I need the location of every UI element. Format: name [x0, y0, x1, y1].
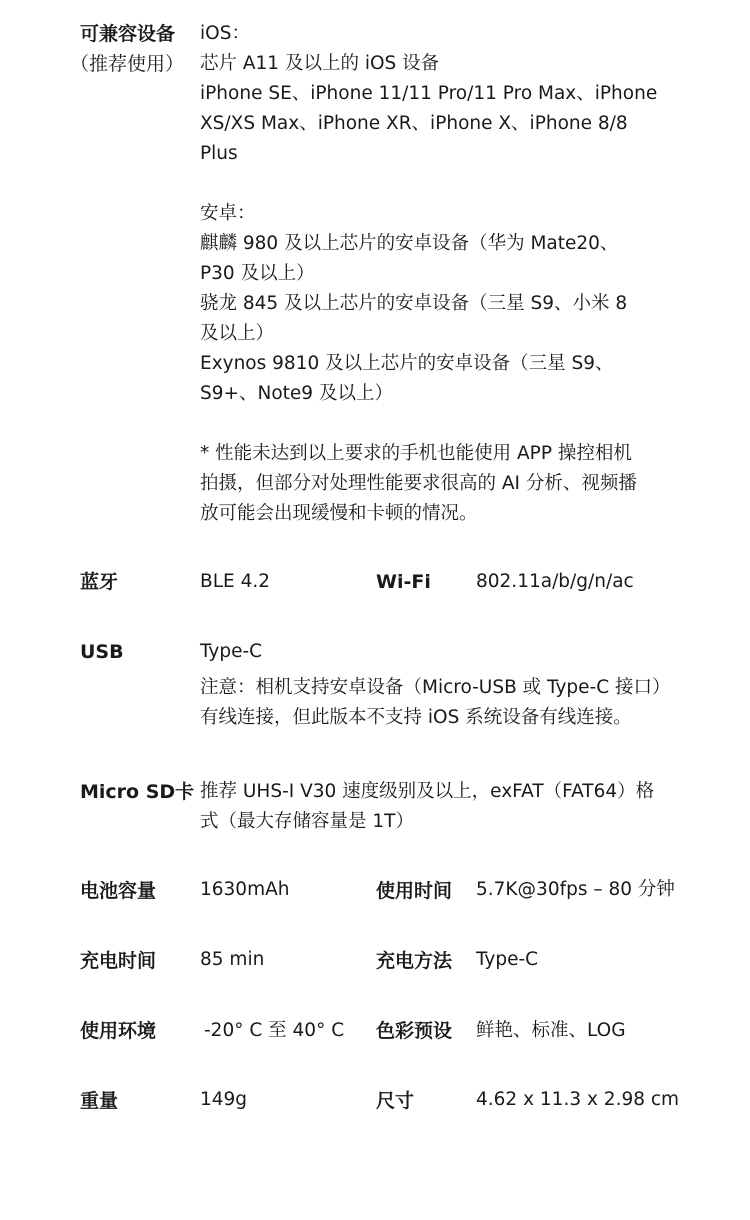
environment-value: -20° C 至 40° C	[204, 1020, 345, 1041]
compat-ios-line: Plus	[200, 143, 238, 164]
color-preset-value: 鲜艳、标准、LOG	[476, 1020, 626, 1041]
sd-label: Micro SD卡	[80, 781, 195, 803]
usb-note-line: 注意：相机支持安卓设备（Micro-USB 或 Type-C 接口）	[200, 677, 671, 698]
battery-label: 电池容量	[80, 880, 157, 902]
bluetooth-label: 蓝牙	[80, 571, 119, 593]
bluetooth-value: BLE 4.2	[200, 571, 270, 592]
size-value: 4.62 x 11.3 x 2.98 cm	[476, 1089, 680, 1110]
compat-label-main: 可兼容设备	[80, 23, 176, 45]
usb-value: Type-C	[200, 641, 263, 662]
color-preset-label: 色彩预设	[376, 1020, 453, 1042]
environment-label: 使用环境	[80, 1020, 157, 1042]
sd-value-line: 推荐 UHS-I V30 速度级别及以上，exFAT（FAT64）格	[200, 781, 655, 802]
wifi-value: 802.11a/b/g/n/ac	[476, 571, 634, 592]
battery-value: 1630mAh	[200, 879, 290, 900]
weight-value: 149g	[200, 1089, 248, 1110]
usb-note-line: 有线连接，但此版本不支持 iOS 系统设备有线连接。	[200, 707, 632, 728]
usb-note-block	[200, 673, 671, 733]
charge-method-label: 充电方法	[376, 950, 453, 972]
compat-note-line: * 性能未达到以上要求的手机也能使用 APP 操控相机	[200, 443, 632, 464]
charge-time-value: 85 min	[200, 949, 265, 970]
compat-ios-line: iPhone SE、iPhone 11/11 Pro/11 Pro Max、iPhone	[200, 83, 658, 104]
runtime-value: 5.7K@30fps – 80 分钟	[476, 879, 675, 900]
charge-method-value: Type-C	[476, 949, 539, 970]
charge-time-label: 充电时间	[80, 950, 157, 972]
compat-android-line: S9+、Note9 及以上）	[200, 383, 393, 404]
compat-note-block	[200, 439, 637, 529]
sd-value-block	[200, 777, 654, 837]
compat-android-line: 骁龙 845 及以上芯片的安卓设备（三星 S9、小米 8	[200, 293, 628, 314]
compat-android-line: P30 及以上）	[200, 263, 315, 284]
compat-android-line: 安卓：	[200, 203, 256, 224]
runtime-label: 使用时间	[376, 880, 453, 902]
wifi-label: Wi-Fi	[376, 571, 431, 593]
weight-label: 重量	[80, 1090, 119, 1112]
compat-android-line: 麒麟 980 及以上芯片的安卓设备（华为 Mate20、	[200, 233, 619, 254]
compat-label	[70, 19, 185, 79]
size-label: 尺寸	[376, 1090, 415, 1112]
compat-ios-line: 芯片 A11 及以上的 iOS 设备	[200, 53, 440, 74]
compat-sublabel: （推荐使用）	[70, 53, 185, 75]
compat-ios-line: XS/XS Max、iPhone XR、iPhone X、iPhone 8/8	[200, 113, 628, 134]
compat-ios-block	[200, 19, 657, 169]
compat-android-line: 及以上）	[200, 323, 275, 344]
compat-ios-line: iOS：	[200, 23, 250, 44]
compat-android-block	[200, 199, 627, 409]
compat-note-line: 拍摄，但部分对处理性能要求很高的 AI 分析、视频播	[200, 473, 637, 494]
compat-android-line: Exynos 9810 及以上芯片的安卓设备（三星 S9、	[200, 353, 614, 374]
usb-label: USB	[80, 641, 124, 663]
sd-value-line: 式（最大存储容量是 1T）	[200, 811, 414, 832]
compat-note-line: 放可能会出现缓慢和卡顿的情况。	[200, 503, 478, 524]
